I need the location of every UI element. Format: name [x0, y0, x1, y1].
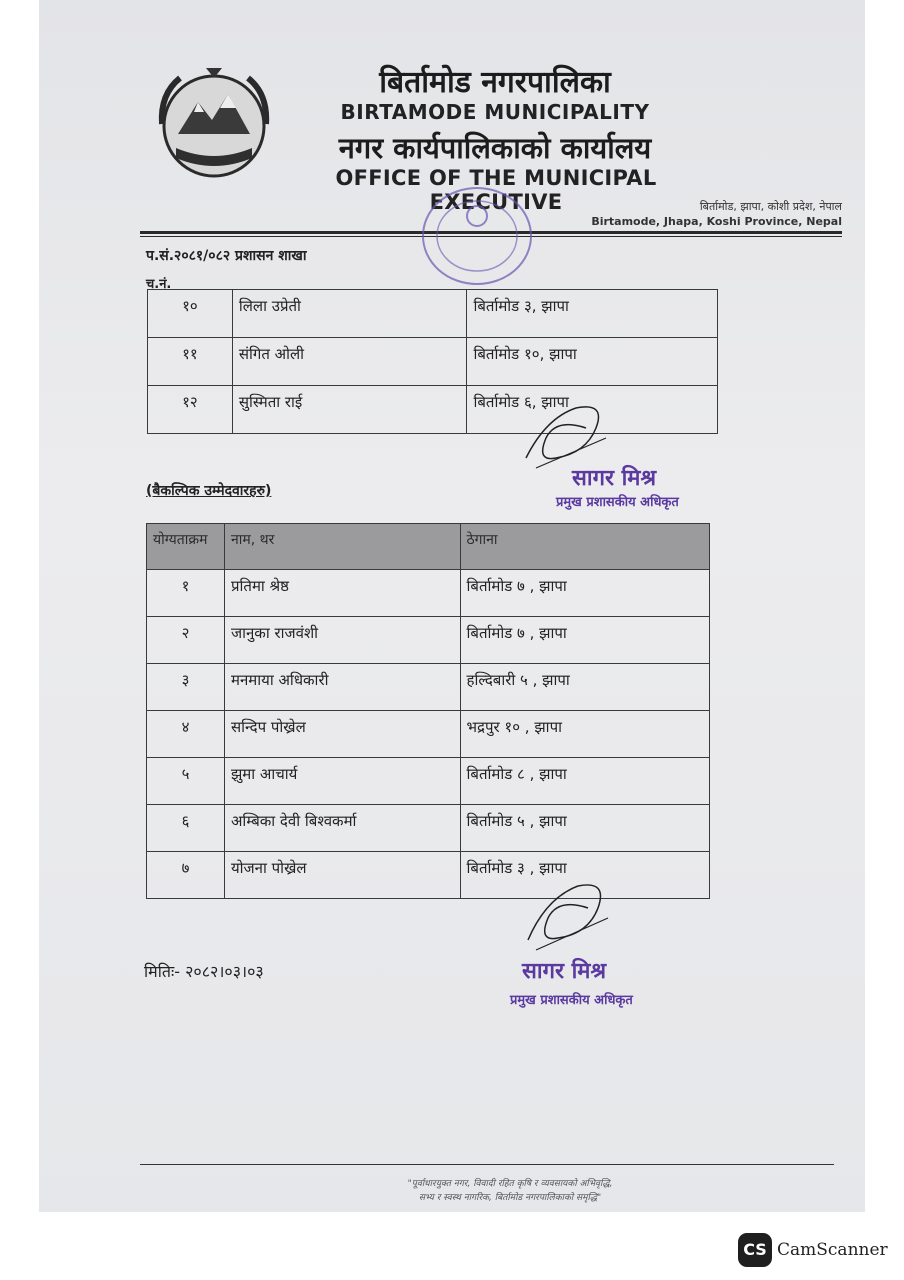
table-row: [147, 617, 710, 664]
camscanner-watermark: CamScanner: [777, 1240, 888, 1260]
address-cell: हल्दिबारी ५ , झापा: [460, 664, 710, 711]
address-np: बिर्तामोड, झापा, कोशी प्रदेश, नेपाल: [699, 200, 842, 213]
serial-cell: १०: [148, 290, 233, 338]
address-cell: बिर्तामोड ७ , झापा: [460, 570, 710, 617]
address-cell: भद्रपुर १० , झापा: [460, 711, 710, 758]
table-row: [147, 664, 710, 711]
address-cell: बिर्तामोड ३ , झापा: [460, 852, 710, 899]
signature-scribble-icon: [516, 876, 616, 960]
document-date: मितिः- २०८२।०३।०३: [144, 962, 264, 981]
name-cell: योजना पोख्रेल: [224, 852, 460, 899]
address-cell: बिर्तामोड ६, झापा: [467, 386, 718, 434]
serial-cell: १: [147, 570, 225, 617]
name-cell: अम्बिका देवी बिश्वकर्मा: [224, 805, 460, 852]
table-row: [147, 570, 710, 617]
serial-cell: १२: [148, 386, 233, 434]
name-cell: सुस्मिता राई: [232, 386, 467, 434]
signatory-name: सागर मिश्र: [522, 959, 607, 984]
footer-slogan-line-1: "पूर्वाधारयुक्त नगर, विवादी रहित कृषि र व्यवसायको अभिवृद्धि,: [407, 1179, 613, 1189]
address-cell: बिर्तामोड १०, झापा: [467, 338, 718, 386]
footer-slogan-line-2: सभ्य र स्वस्थ नागरिक, बिर्तामोड नगरपालिकाको समृद्धि": [418, 1193, 602, 1203]
table-row: [147, 711, 710, 758]
serial-cell: ११: [148, 338, 233, 386]
signatory-title: प्रमुख प्रशासकीय अधिकृत: [510, 993, 633, 1008]
name-cell: झुमा आचार्य: [224, 758, 460, 805]
nepal-emblem-icon: [150, 64, 278, 184]
serial-cell: ५: [147, 758, 225, 805]
serial-cell: २: [147, 617, 225, 664]
selected-candidates-table: [147, 289, 718, 434]
name-cell: प्रतिमा श्रेष्ठ: [224, 570, 460, 617]
column-header-rank: योग्यताक्रम: [147, 524, 225, 570]
office-name-en: OFFICE OF THE MUNICIPAL EXECUTIVE: [335, 166, 657, 214]
reference-number: प.सं.२०८१/०८२ प्रशासन शाखा: [146, 248, 307, 264]
serial-cell: ४: [147, 711, 225, 758]
municipality-name-en: BIRTAMODE MUNICIPALITY: [340, 100, 650, 124]
alternate-candidates-heading: (बैकल्पिक उम्मेदवारहरु): [146, 483, 272, 499]
name-cell: जानुका राजवंशी: [224, 617, 460, 664]
address-cell: बिर्तामोड ३, झापा: [467, 290, 718, 338]
address-cell: बिर्तामोड ७ , झापा: [460, 617, 710, 664]
table-row: [148, 290, 718, 338]
table-header-row: [147, 524, 710, 570]
office-name-np: नगर कार्यपालिकाको कार्यालय: [338, 131, 652, 165]
address-en: Birtamode, Jhapa, Koshi Province, Nepal: [591, 215, 842, 228]
serial-cell: ६: [147, 805, 225, 852]
camscanner-logo-icon: CS: [738, 1233, 772, 1267]
name-cell: मनमाया अधिकारी: [224, 664, 460, 711]
table-row: [148, 338, 718, 386]
chalani-number-label: च.नं.: [146, 277, 172, 292]
name-cell: लिला उप्रेती: [232, 290, 467, 338]
column-header-name: नाम, थर: [224, 524, 460, 570]
alternate-candidates-table: [146, 523, 710, 899]
name-cell: संगित ओली: [232, 338, 467, 386]
column-header-address: ठेगाना: [460, 524, 710, 570]
municipality-name-np: बिर्तामोड नगरपालिका: [379, 65, 611, 100]
table-row: [147, 758, 710, 805]
table-row: [148, 386, 718, 434]
table-row: [147, 852, 710, 899]
footer-divider: [140, 1164, 834, 1165]
address-cell: बिर्तामोड ५ , झापा: [460, 805, 710, 852]
table-row: [147, 805, 710, 852]
office-stamp-icon: [418, 182, 536, 290]
signatory-title: प्रमुख प्रशासकीय अधिकृत: [556, 495, 679, 510]
serial-cell: ७: [147, 852, 225, 899]
name-cell: सन्दिप पोख्रेल: [224, 711, 460, 758]
signatory-name: सागर मिश्र: [572, 466, 657, 491]
serial-cell: ३: [147, 664, 225, 711]
address-cell: बिर्तामोड ८ , झापा: [460, 758, 710, 805]
